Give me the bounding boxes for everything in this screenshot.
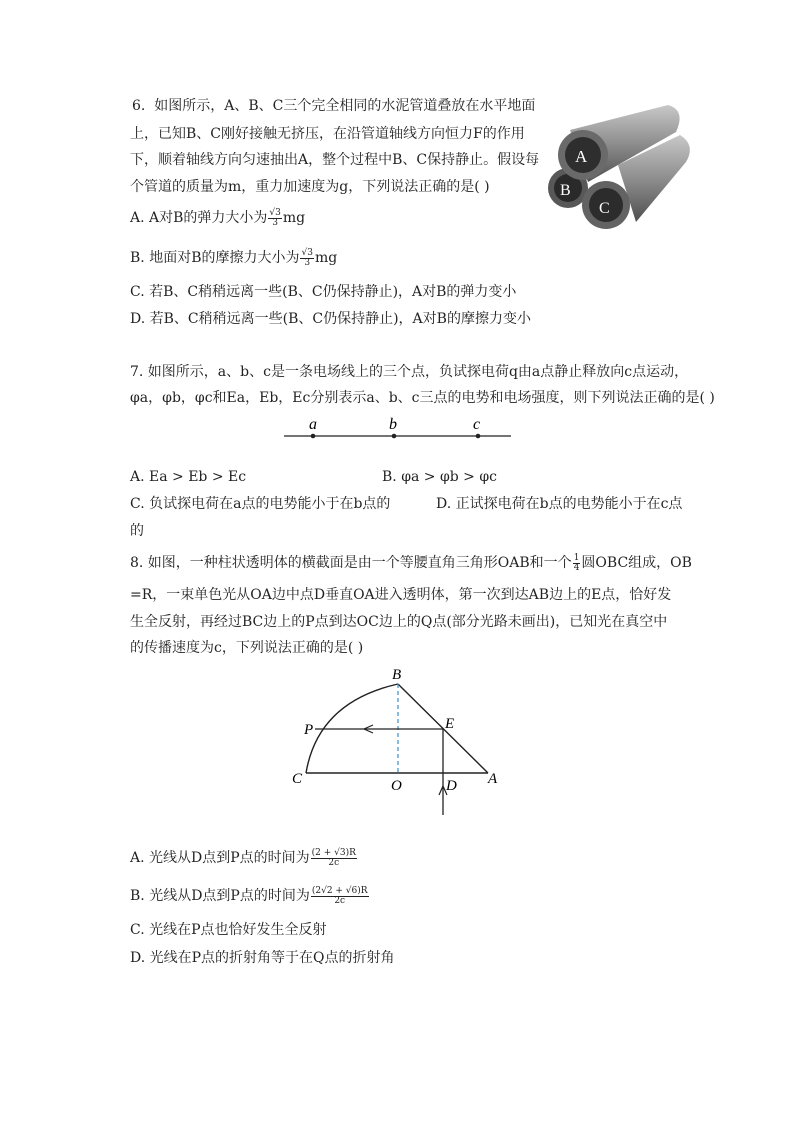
q7-option-b: B. φa > φb > φc	[382, 469, 498, 485]
q6-option-b: B. 地面对B的摩擦力大小为 $\frac{√3}{3}$ mg	[130, 247, 338, 268]
point-b-label: b	[389, 416, 397, 433]
pipes-image	[548, 100, 696, 235]
label-p: P	[304, 722, 314, 738]
label-a: A	[488, 771, 498, 787]
point-a-dot	[311, 434, 316, 439]
q8-line-3: 生全反射，再经过BC边上的P点到达OC边上的Q点(部分光路未画出)，已知光在真空中	[130, 614, 668, 630]
fraction: $\frac{(2√2 + √6)R}{2c}$	[311, 885, 368, 906]
optics-diagram	[288, 662, 508, 822]
q6-line-3: 下，顺着轴线方向匀速抽出A，整个过程中B、C保持静止。假设每	[130, 152, 540, 168]
fraction: $\frac{1}{4}$	[573, 552, 580, 573]
q8-option-b: B. 光线从D点到P点的时间为 $\frac{(2√2 + √6)R}{2c}$	[130, 885, 368, 906]
label-o: O	[391, 778, 402, 794]
q6-option-c: C. 若B、C稍稍远离一些(B、C仍保持静止)，A对B的弹力变小	[130, 284, 517, 300]
q7-option-c-continued: 的	[130, 523, 144, 539]
field-line-diagram	[280, 414, 515, 444]
q8-line-4: 的传播速度为c，下列说法正确的是( )	[130, 640, 364, 656]
point-c-dot	[476, 434, 481, 439]
q7-option-a: A. Ea > Eb > Ec	[130, 469, 247, 485]
q6-line-4: 个管道的质量为m，重力加速度为g，下列说法正确的是( )	[130, 179, 490, 195]
q8-line-1: 8. 如图，一种柱状透明体的横截面是由一个等腰直角三角形OAB和一个 $\frac{1}{4}$ 圆OBC组成，OB	[130, 552, 692, 573]
pipe-label-b: B	[560, 182, 571, 199]
label-d: D	[446, 778, 457, 794]
q7-option-c: C. 负试探电荷在a点的电势能小于在b点的	[130, 496, 391, 512]
point-c-label: c	[473, 416, 481, 433]
q6-line-2: 上，已知B、C刚好接触无挤压，在沿管道轴线方向恒力F的作用	[130, 126, 525, 142]
q7-line-2: φa，φb，φc和Ea，Eb，Ec分别表示a、b、c三点的电势和电场强度，则下列说法正确的是( )	[130, 390, 715, 406]
pipe-label-a: A	[575, 147, 588, 166]
label-e: E	[445, 716, 455, 732]
label-c: C	[292, 771, 303, 787]
q7-line-1: 7. 如图所示，a、b、c是一条电场线上的三个点，负试探电荷q由a点静止释放向c点运动，	[130, 364, 689, 380]
pipe-label-c: C	[599, 200, 610, 217]
fraction: $\frac{√3}{3}$	[301, 247, 313, 268]
q6-line-1: 6. 如图所示，A、B、C三个完全相同的水泥管道叠放在水平地面	[132, 98, 536, 114]
q8-option-d: D. 光线在P点的折射角等于在Q点的折射角	[130, 950, 395, 966]
q8-line-2: =R，一束单色光从OA边中点D垂直OA进入透明体，第一次到达AB边上的E点，恰好发	[130, 587, 672, 603]
q7-option-d: D. 正试探电荷在b点的电势能小于在c点	[436, 496, 683, 512]
point-b-dot	[392, 434, 397, 439]
point-a-label: a	[309, 416, 317, 433]
label-b: B	[392, 667, 402, 683]
fraction: $\frac{(2 + √3)R}{2c}$	[311, 847, 356, 868]
fraction: $\frac{√3}{3}$	[269, 207, 281, 228]
q8-option-c: C. 光线在P点也恰好发生全反射	[130, 922, 327, 938]
q6-option-d: D. 若B、C稍稍远离一些(B、C仍保持静止)，A对B的摩擦力变小	[130, 311, 531, 327]
q8-option-a: A. 光线从D点到P点的时间为 $\frac{(2 + √3)R}{2c}$	[130, 847, 356, 868]
q6-option-a: A. A对B的弹力大小为 $\frac{√3}{3}$ mg	[130, 207, 306, 228]
